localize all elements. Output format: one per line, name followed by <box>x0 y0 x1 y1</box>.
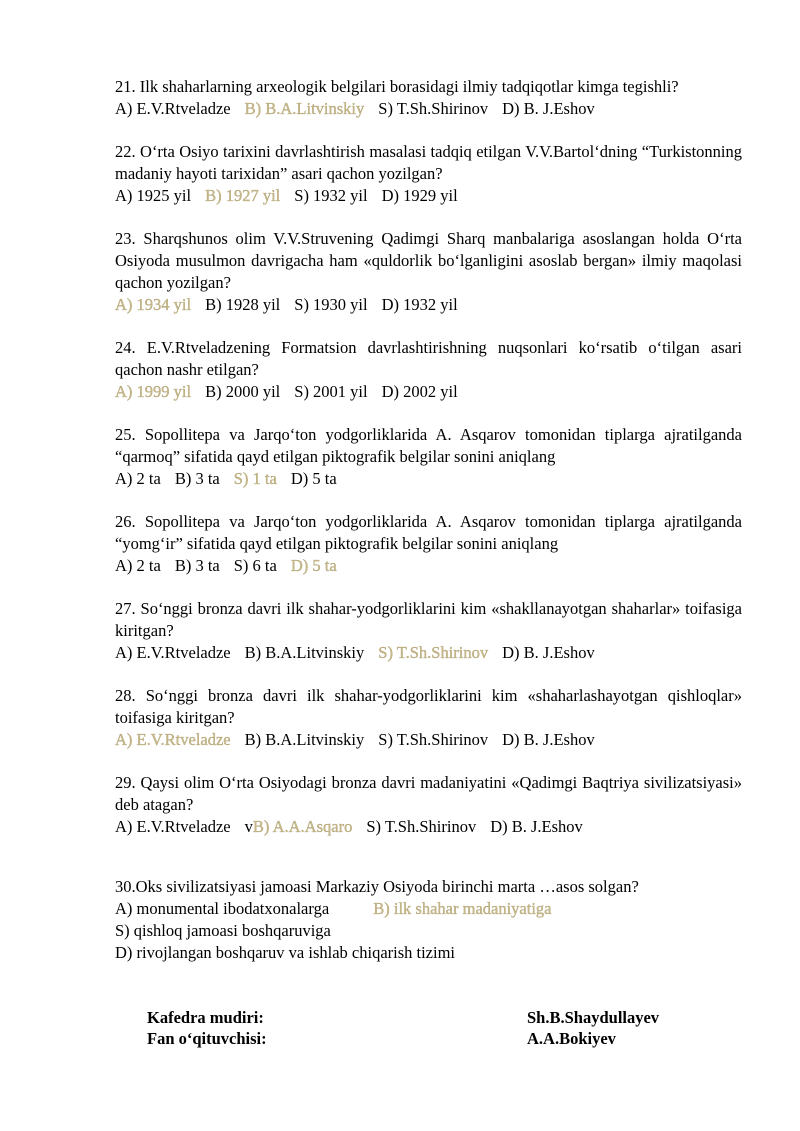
option: A) 2 ta <box>115 556 161 575</box>
option: S) T.Sh.Shirinov <box>366 817 477 836</box>
option: D) 1932 yil <box>381 295 458 314</box>
option: B) 3 ta <box>174 556 220 575</box>
head-name: Sh.B.Shaydullayev <box>527 1008 660 1027</box>
option-answer: S) T.Sh.Shirinov <box>378 643 489 662</box>
question-text: 24. E.V.Rtveladzening Formatsion davrlashtirishning nuqsonlari ko‘rsatib o‘tilgan asari qachon nashr etilgan? <box>115 338 742 379</box>
question-block <box>115 772 742 838</box>
question-block <box>115 685 742 751</box>
question-block <box>115 598 742 664</box>
option: A) E.V.Rtveladze <box>115 643 231 662</box>
option: S) 2001 yil <box>294 382 368 401</box>
option-s: S) qishloq jamoasi boshqaruviga <box>115 921 331 940</box>
option: A) E.V.Rtveladze <box>115 817 231 836</box>
options-row <box>115 729 742 751</box>
question-text: 21. Ilk shaharlarning arxeologik belgilari borasidagi ilmiy tadqiqotlar kimga tegishli? <box>115 77 679 96</box>
option: S) 1930 yil <box>294 295 368 314</box>
option-answer: A) 1934 yil <box>115 295 192 314</box>
option: A) E.V.Rtveladze <box>115 99 231 118</box>
option: B) B.A.Litvinskiy <box>244 730 365 749</box>
option: D) B. J.Eshov <box>502 730 595 749</box>
options-row <box>115 98 742 120</box>
option-d: D) rivojlangan boshqaruv va ishlab chiqarish tizimi <box>115 943 456 962</box>
option: B) B.A.Litvinskiy <box>244 643 365 662</box>
options-row <box>115 555 742 577</box>
option-answer: B) 1927 yil <box>205 186 281 205</box>
question-block <box>115 228 742 316</box>
question-block <box>115 337 742 403</box>
question-text: 28. So‘nggi bronza davri ilk shahar-yodgorliklarini kim «shaharlashayotgan qishloqlar» toifasiga kiritgan? <box>115 686 742 727</box>
options-row <box>115 294 742 316</box>
option-b-answer: B) ilk shahar madaniyatiga <box>373 899 552 918</box>
options-row <box>115 468 742 490</box>
option-answer: D) 5 ta <box>290 556 337 575</box>
option: S) 6 ta <box>233 556 277 575</box>
option: A) 1925 yil <box>115 186 192 205</box>
question-block <box>115 511 742 577</box>
question-30 <box>115 876 742 964</box>
signature-block <box>147 1007 707 1049</box>
question-block <box>115 76 742 120</box>
option-answer: S) 1 ta <box>233 469 277 488</box>
question-block <box>115 424 742 490</box>
question-text: 29. Qaysi olim O‘rta Osiyodagi bronza davri madaniyatini «Qadimgi Baqtriya sivilizatsiyasi» deb atagan? <box>115 773 742 814</box>
option: D) B. J.Eshov <box>502 99 595 118</box>
teacher-label: Fan o‘qituvchisi: <box>147 1029 267 1048</box>
question-text: 30.Oks sivilizatsiyasi jamoasi Markaziy Osiyoda birinchi marta …asos solgan? <box>115 877 639 896</box>
options-row <box>115 642 742 664</box>
option-answer: B) B.A.Litvinskiy <box>244 99 365 118</box>
question-text: 26. Sopollitepa va Jarqo‘ton yodgorliklarida A. Asqarov tomonidan tiplarga ajratilganda “yomg‘ir” sifatida qayd etilgan piktografik belgilar sonini aniqlang <box>115 512 742 553</box>
option-answer: A) E.V.Rtveladze <box>115 730 231 749</box>
option: B) 2000 yil <box>205 382 281 401</box>
option-answer: A) 1999 yil <box>115 382 192 401</box>
option-a: A) monumental ibodatxonalarga <box>115 899 330 918</box>
option: D) 1929 yil <box>381 186 458 205</box>
teacher-name: A.A.Bokiyev <box>527 1029 616 1048</box>
options-row <box>115 185 742 207</box>
question-text: 22. O‘rta Osiyo tarixini davrlashtirish masalasi tadqiq etilgan V.V.Bartol‘dning “Turkistonning madaniy hayoti tarixidan” asari qachon yozilgan? <box>115 142 742 183</box>
question-text: 25. Sopollitepa va Jarqo‘ton yodgorliklarida A. Asqarov tomonidan tiplarga ajratilganda “qarmoq” sifatida qayd etilgan piktografik belgilar sonini aniqlang <box>115 425 742 466</box>
option: S) T.Sh.Shirinov <box>378 730 489 749</box>
option: D) B. J.Eshov <box>502 643 595 662</box>
question-block <box>115 141 742 207</box>
head-label: Kafedra mudiri: <box>147 1008 264 1027</box>
option: S) 1932 yil <box>294 186 368 205</box>
option: S) T.Sh.Shirinov <box>378 99 489 118</box>
question-text: 27. So‘nggi bronza davri ilk shahar-yodgorliklarini kim «shakllanayotgan shaharlar» toifasiga kiritgan? <box>115 599 742 640</box>
question-list <box>115 76 742 859</box>
option: A) 2 ta <box>115 469 161 488</box>
option: D) 2002 yil <box>381 382 458 401</box>
option: D) B. J.Eshov <box>490 817 583 836</box>
option: D) 5 ta <box>290 469 337 488</box>
options-row <box>115 816 742 838</box>
option: B) 3 ta <box>174 469 220 488</box>
option: v <box>244 817 253 836</box>
option-answer: B) A.A.Asqaro <box>252 817 353 836</box>
question-text: 23. Sharqshunos olim V.V.Struvening Qadimgi Sharq manbalariga asoslangan holda O‘rta Osiyoda musulmon davrigacha ham «quldorlik bo‘lganligini asoslab bergan» ilmiy maqolasi qachon yozilgan? <box>115 229 742 292</box>
option: B) 1928 yil <box>205 295 281 314</box>
options-row <box>115 381 742 403</box>
